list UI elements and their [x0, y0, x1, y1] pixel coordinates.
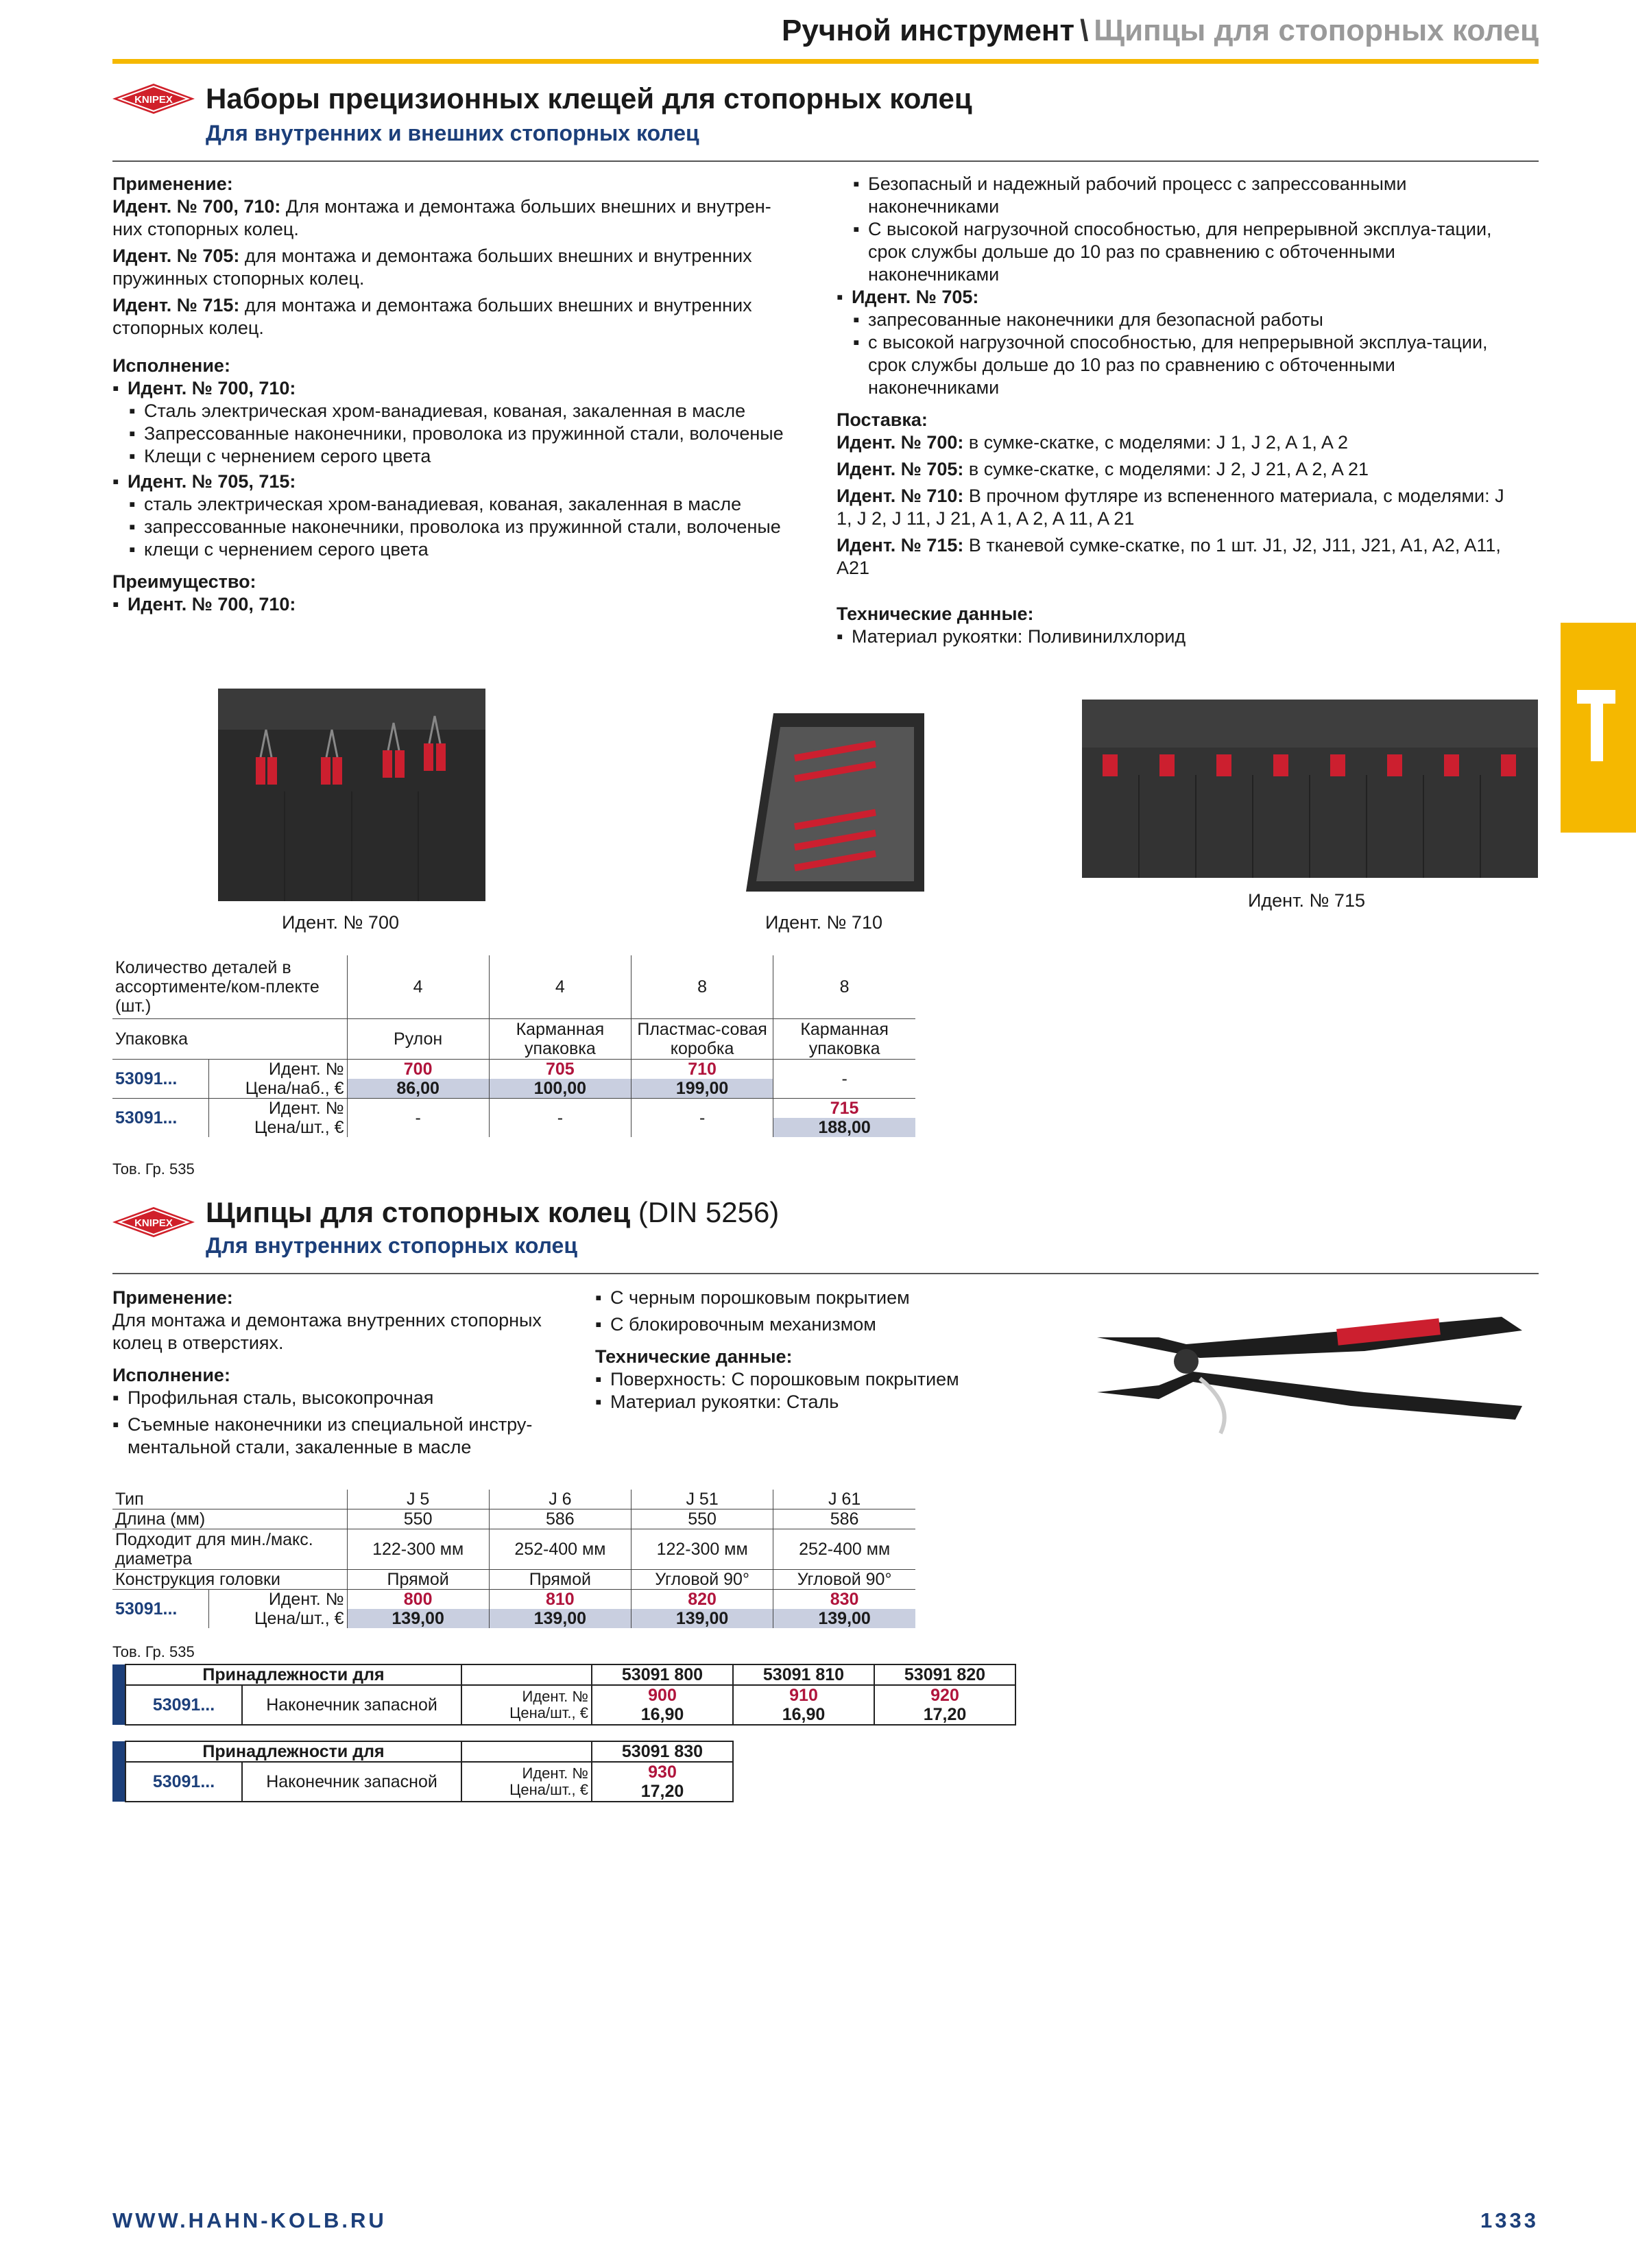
delivery-item: Идент. № 700: в сумке-скатке, с моделями: J 1, J 2, A 1, A 2 [837, 432, 1348, 453]
application-label: Применение: [112, 174, 233, 194]
header-rule [112, 59, 1539, 64]
table-row: Цена/шт., € 139,00 139,00 139,00 139,00 [112, 1609, 915, 1628]
design-item: ▪ клещи с чернением серого цвета [112, 538, 798, 561]
design-item: ▪ Профильная сталь, высокопрочная [112, 1387, 579, 1409]
header-separator: \ [1080, 14, 1089, 47]
app-item: Идент. № 700, 710: Для монтажа и демонтажа больших внешних и внутрен-них стопорных колец. [112, 196, 771, 239]
goods-group: Тов. Гр. 535 [112, 1643, 195, 1660]
table-row: 53091... Наконечник запасной Идент. № Цена/шт., € 930 17,20 [112, 1762, 733, 1802]
design-item: ▪ Запрессованные наконечники, проволока из пружинной стали, волоченые [112, 422, 798, 445]
goods-group: Тов. Гр. 535 [112, 1160, 195, 1178]
product-image-715 [1082, 700, 1538, 878]
category-tab[interactable] [1561, 623, 1636, 833]
section1-right-column [837, 173, 1522, 648]
section2-subtitle: Для внутренних стопорных колец [206, 1233, 577, 1258]
table-row: Принадлежности для 53091 800 53091 810 53091 820 [112, 1664, 1015, 1685]
table-row: Принадлежности для 53091 830 [112, 1741, 733, 1762]
knipex-logo [112, 84, 195, 117]
caption-700: Идент. № 700 [282, 912, 399, 933]
caption-715: Идент. № 715 [1248, 890, 1365, 911]
delivery-item: Идент. № 705: в сумке-скатке, с моделями: J 2, J 21, A 2, A 21 [837, 459, 1369, 479]
design-label: Исполнение: [112, 355, 230, 376]
page-number: 1333 [1480, 2208, 1539, 2232]
table-row: Подходит для мин./макс. диаметра 122-300 мм 252-400 мм 122-300 мм 252-400 мм [112, 1529, 915, 1570]
header-category: Ручной инструмент [781, 14, 1075, 47]
advantage-group: ▪ Идент. № 700, 710: [112, 593, 798, 616]
table-row: Цена/шт., € 188,00 [112, 1118, 915, 1137]
delivery-item: Идент. № 710: В прочном футляре из вспененного материала, с моделями: J 1, J 2, J 11, J 21, A 1, A 2, A 11, A 21 [837, 486, 1504, 529]
product-image-700 [218, 689, 485, 901]
table-row: 53091... Идент. № - - - 715 [112, 1099, 915, 1119]
advantage-item: ▪ С высокой нагрузочной способностью, для непрерывной эксплуа-тации, срок службы дольше до 10 раз по сравнению с обточенными наконечниками [837, 218, 1522, 286]
tech-item: ▪ Материал рукоятки: Поливинилхлорид [837, 625, 1522, 648]
design-item: ▪ Клещи с чернением серого цвета [112, 445, 798, 468]
feature-item: ▪ С блокировочным механизмом [595, 1313, 1061, 1336]
knipex-logo [112, 1207, 195, 1241]
table-row: Цена/наб., € 86,00 100,00 199,00 [112, 1079, 915, 1099]
design-item: ▪ запрессованные наконечники, проволока из пружинной стали, волоченые [112, 516, 798, 538]
table-row: 53091... Идент. № 800 810 820 830 [112, 1590, 915, 1610]
section1-price-table [112, 955, 915, 1137]
section1-subtitle: Для внутренних и внешних стопорных колец [206, 121, 699, 145]
design-item: ▪ Съемные наконечники из специальной инстру-ментальной стали, закаленные в масле [112, 1413, 579, 1459]
design-item: ▪ сталь электрическая хром-ванадиевая, кованая, закаленная в масле [112, 493, 798, 516]
delivery-label: Поставка: [837, 409, 928, 430]
table-row: Длина (мм) 550 586 550 586 [112, 1509, 915, 1529]
section2-rule [112, 1273, 1539, 1274]
hammer-icon [1561, 623, 1636, 833]
table-row: 53091... Наконечник запасной Идент. № Цена/шт., € 900 16,90 910 16,90 920 17,20 [112, 1685, 1015, 1725]
advantage-item: ▪ Безопасный и надежный рабочий процесс с запрессованными наконечниками [837, 173, 1522, 218]
caption-710: Идент. № 710 [765, 912, 882, 933]
accessories-table-1 [112, 1664, 1016, 1726]
product-image-710 [732, 700, 938, 905]
table-row: 53091... Идент. № 700 705 710 - [112, 1060, 915, 1079]
advantage-item: ▪ запресованные наконечники для безопасной работы [837, 309, 1522, 331]
footer-url[interactable]: WWW.HAHN-KOLB.RU [112, 2208, 387, 2232]
tech-label: Технические данные: [837, 604, 1034, 624]
design-item: ▪ Сталь электрическая хром-ванадиевая, кованая, закаленная в масле [112, 400, 798, 422]
table-row: Упаковка Рулон Карманная упаковка Пластмас-совая коробка Карманная упаковка [112, 1019, 915, 1060]
delivery-item: Идент. № 715: В тканевой сумке-скатке, по 1 шт. J1, J2, J11, J21, A1, A2, A11, A21 [837, 535, 1501, 578]
section1-left-column [112, 173, 798, 616]
logo-text: KNIPEX [134, 1217, 173, 1229]
design-group: ▪ Идент. № 705, 715: [112, 470, 798, 493]
section2-middle-column [595, 1287, 1061, 1413]
advantage-label: Преимущество: [112, 571, 256, 592]
tech-item: ▪ Поверхность: С порошковым покрытием [595, 1368, 1061, 1391]
section2-spec-table [112, 1490, 915, 1628]
section1-rule [112, 160, 1539, 162]
product-image-circlip-pliers [1076, 1289, 1543, 1454]
accessories-table-2 [112, 1741, 734, 1802]
tech-item: ▪ Материал рукоятки: Сталь [595, 1391, 1061, 1413]
page-header [782, 14, 1539, 48]
section2-title: Щипцы для стопорных колец (DIN 5256) [206, 1196, 780, 1228]
table-row: Конструкция головки Прямой Прямой Угловой 90° Угловой 90° [112, 1570, 915, 1590]
section1-title: Наборы прецизионных клещей для стопорных колец [206, 82, 972, 115]
app-item: Идент. № 715: для монтажа и демонтажа больших внешних и внутренних стопорных колец. [112, 295, 752, 338]
tech-label: Технические данные: [595, 1346, 793, 1367]
advantage-item: ▪ с высокой нагрузочной способностью, для непрерывной эксплуа-тации, срок службы дольше до 10 раз по сравнению с обточенными наконечниками [837, 331, 1522, 399]
application-text: Для монтажа и демонтажа внутренних стопорных колец в отверстиях. [112, 1310, 542, 1353]
section2-left-column [112, 1287, 579, 1459]
logo-text: KNIPEX [134, 94, 173, 106]
feature-item: ▪ С черным порошковым покрытием [595, 1287, 1061, 1309]
table-row: Количество деталей в ассортименте/ком-плекте (шт.) 4 4 8 8 [112, 955, 915, 1019]
advantage-group: ▪ Идент. № 705: [837, 286, 1522, 309]
design-label: Исполнение: [112, 1365, 230, 1385]
table-row: Тип J 5 J 6 J 51 J 61 [112, 1490, 915, 1509]
design-group: ▪ Идент. № 700, 710: [112, 377, 798, 400]
header-subcategory: Щипцы для стопорных колец [1094, 14, 1539, 47]
app-item: Идент. № 705: для монтажа и демонтажа больших внешних и внутренних пружинных стопорных колец. [112, 246, 752, 289]
application-label: Применение: [112, 1287, 233, 1308]
